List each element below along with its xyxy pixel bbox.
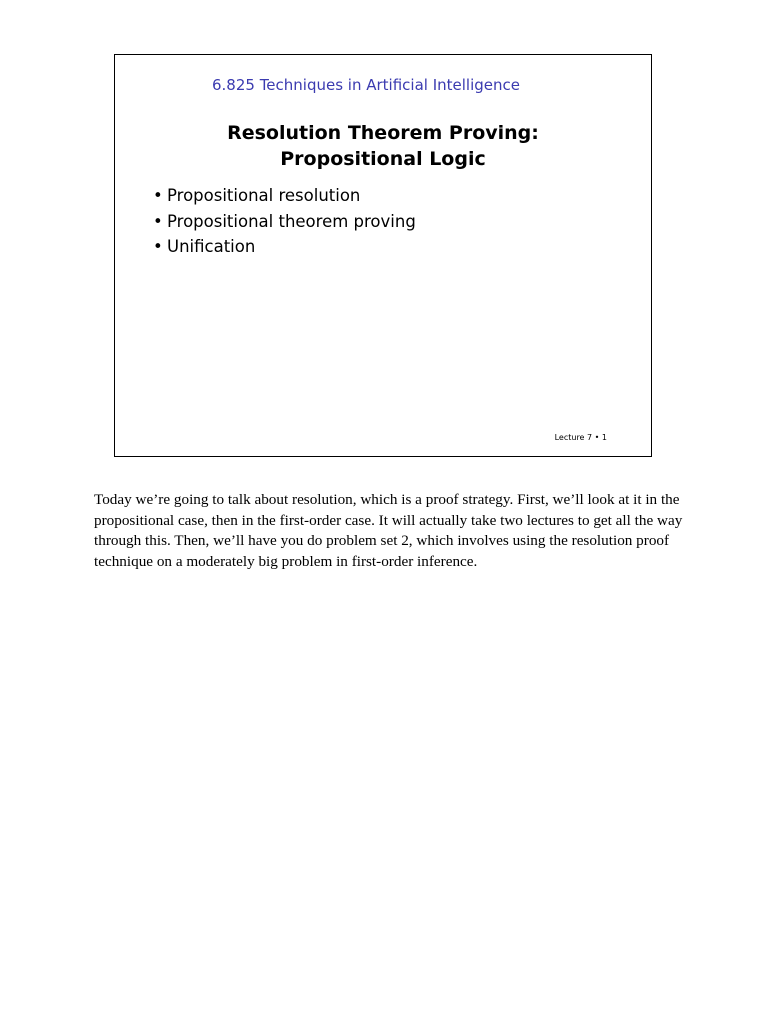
bullet-dot: •: [153, 186, 163, 205]
lecture-notes-paragraph: Today we’re going to talk about resolution, which is a proof strategy. First, we’ll look at it in the propositional case, then in the first-order case. It will actually take two lectures to get all the way through this. Then, we’ll have you do problem set 2, which involves using the resolution proof technique on a moderately big problem in first-order inference.: [94, 491, 683, 570]
bullet-item: [153, 183, 416, 209]
slide-title-line-2: Propositional Logic: [280, 148, 486, 170]
bullet-list: [153, 183, 416, 260]
bullet-dot: •: [153, 237, 163, 256]
slide-title-line-1: Resolution Theorem Proving:: [227, 122, 539, 144]
slide-frame: [114, 54, 652, 457]
slide-footer: Lecture 7 • 1: [554, 433, 607, 442]
bullet-item: [153, 234, 416, 260]
bullet-text: Unification: [167, 237, 256, 256]
slide-title: [115, 120, 651, 172]
bullet-text: Propositional theorem proving: [167, 211, 416, 231]
bullet-text: Propositional resolution: [167, 186, 361, 205]
course-title: 6.825 Techniques in Artificial Intelligence: [211, 76, 520, 94]
bullet-item: [153, 209, 416, 235]
bullet-dot: •: [153, 211, 163, 231]
